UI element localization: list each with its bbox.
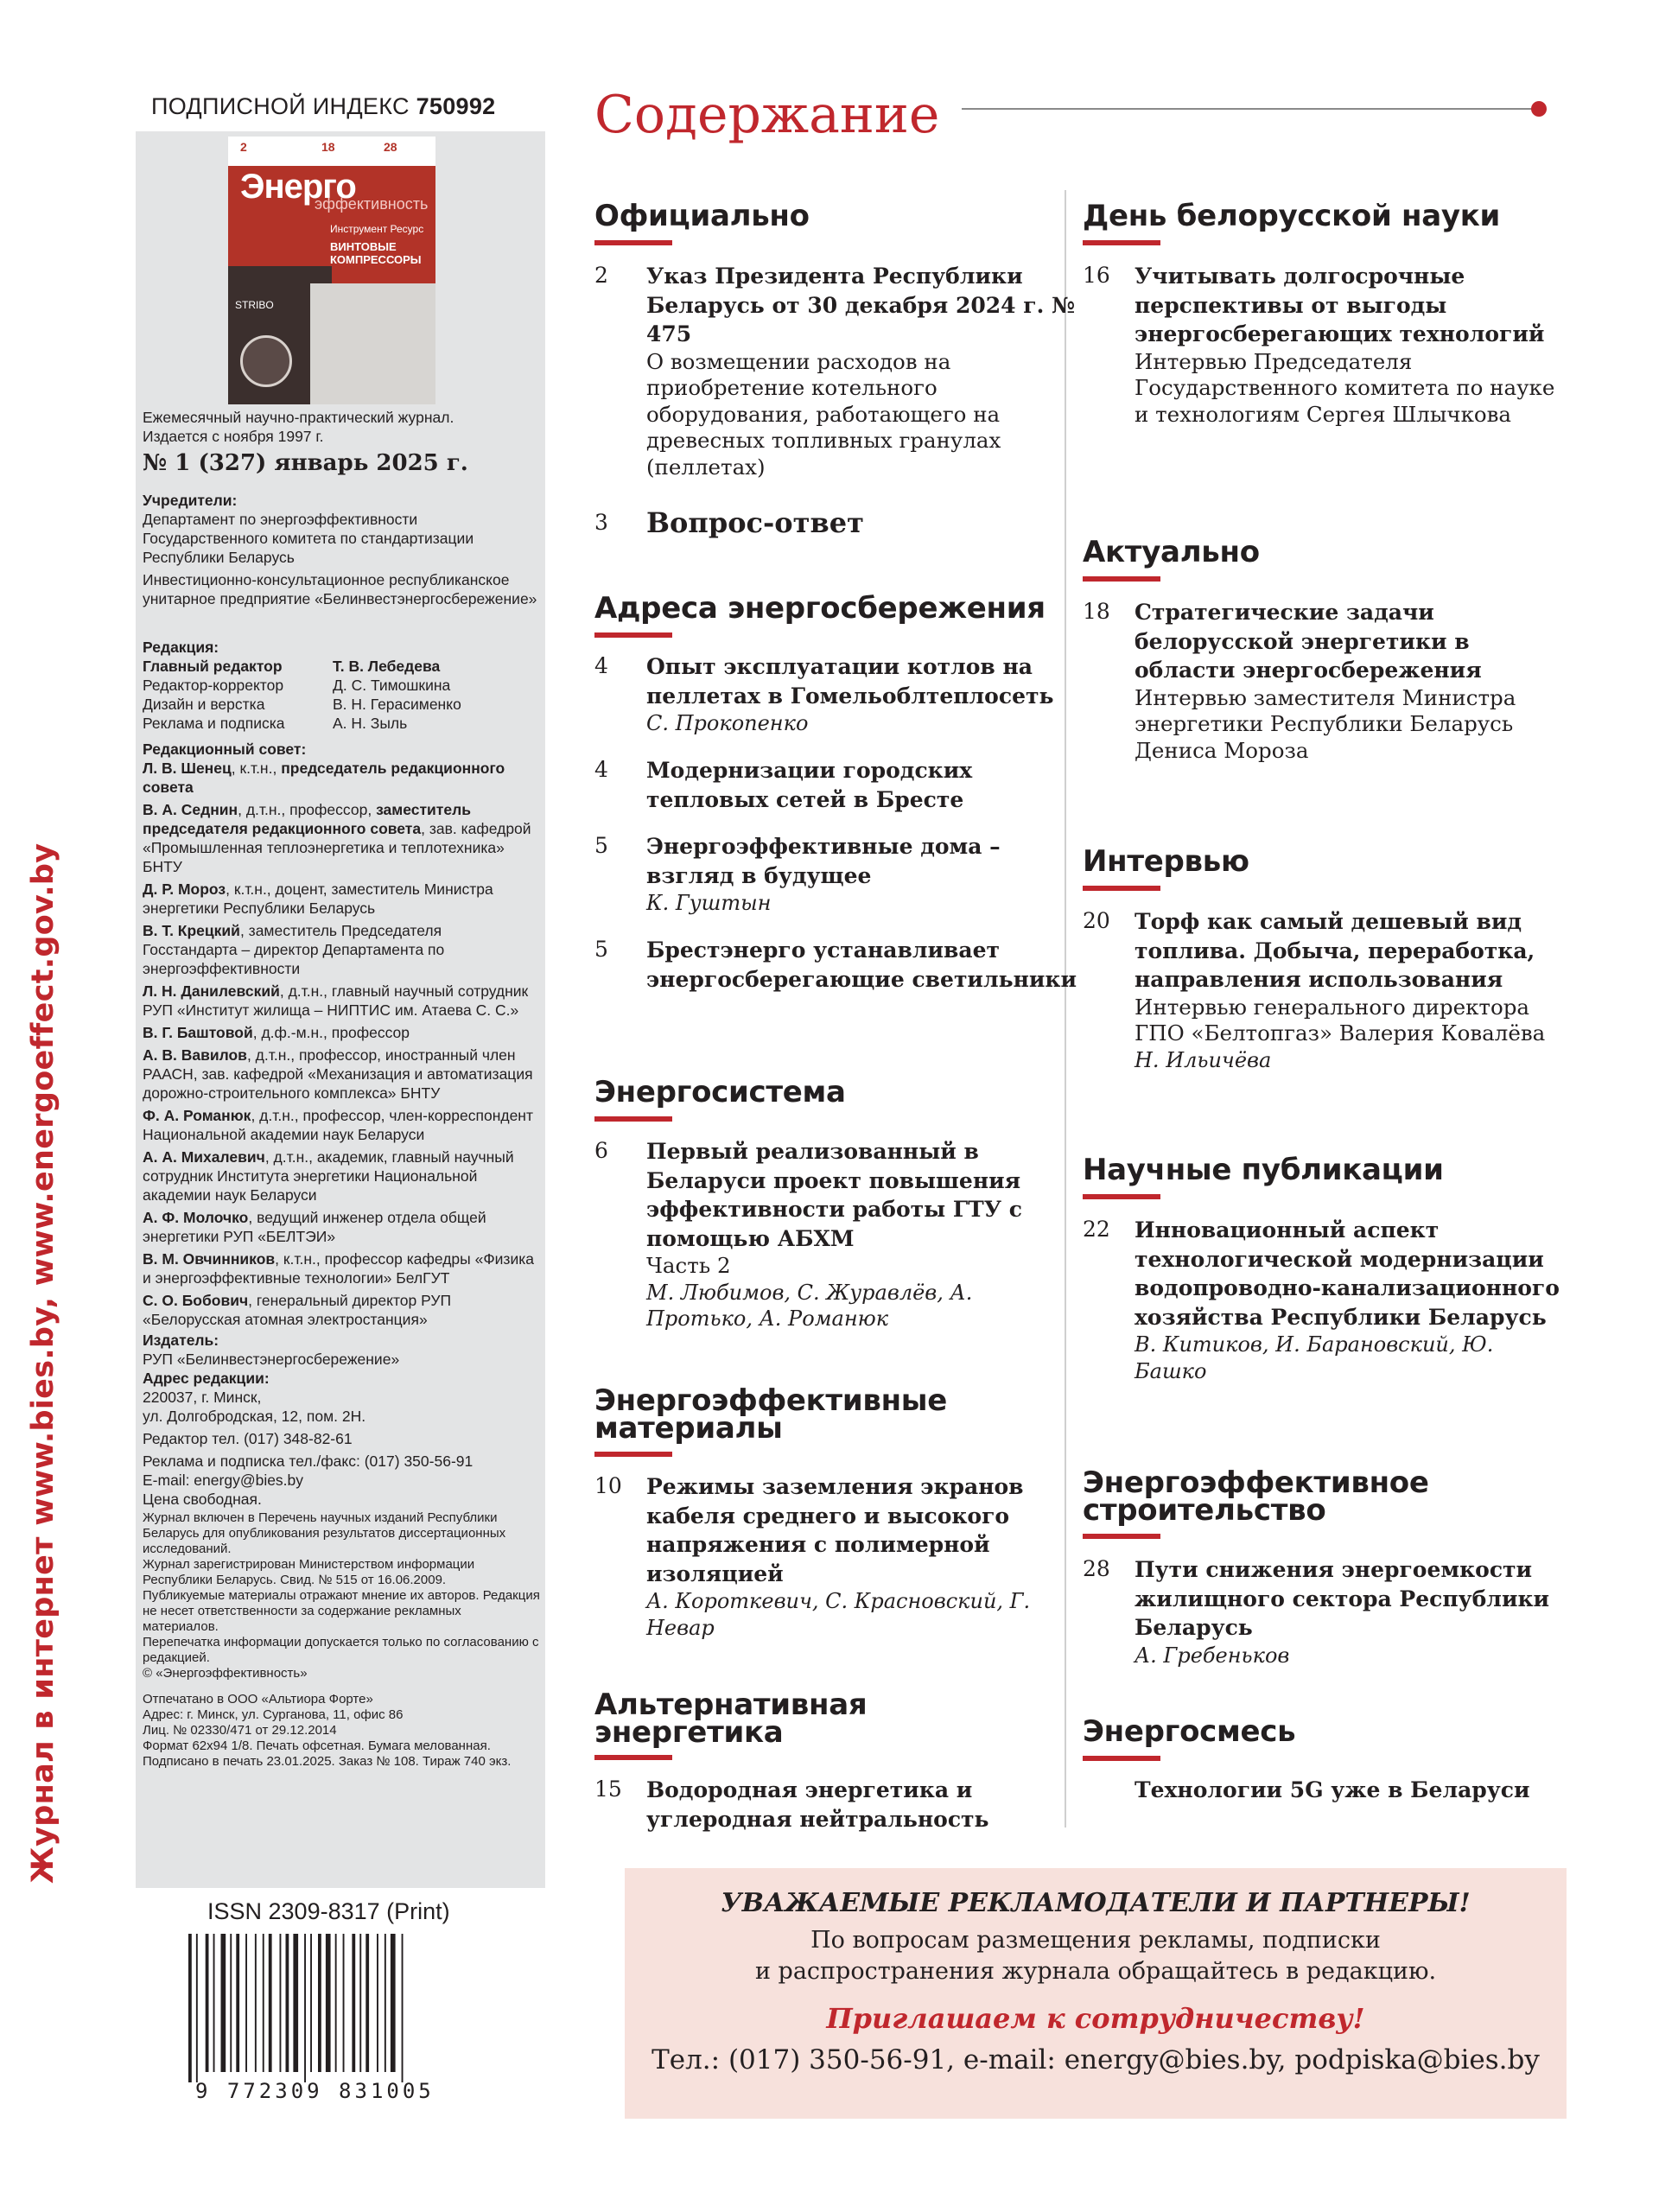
member-text: , д.т.н., академик, главный научный сотрудник Института энергетики Национальной академии наук Беларуси xyxy=(143,1148,514,1204)
entry-title: Указ Президента Республики Беларусь от 30 декабря 2024 г. № 475 xyxy=(646,264,1076,346)
toc-entry[interactable] xyxy=(594,1776,1078,1834)
legal-line: Журнал зарегистрирован Министерством информации Республики Беларусь. Свид. № 515 от 16.06.2009. xyxy=(143,1557,475,1587)
entry-body xyxy=(1135,262,1567,428)
cover-machine-label: STRIBO xyxy=(235,299,274,311)
entry-body xyxy=(646,832,1078,917)
staff-row xyxy=(143,695,540,714)
council-label: Редакционный совет: xyxy=(143,741,307,758)
entry-title: Водородная энергетика и углеродная нейтральность xyxy=(646,1777,989,1832)
member-name: С. О. Бобович xyxy=(143,1292,249,1309)
cover-number: 2 xyxy=(240,140,247,154)
staff-name: Д. С. Тимошкина xyxy=(333,677,451,694)
staff-name: В. Н. Герасименко xyxy=(333,696,461,713)
address-line: ул. Долгобродская, 12, пом. 2Н. xyxy=(143,1408,366,1425)
editor-phone: Редактор тел. (017) 348-82-61 xyxy=(143,1430,353,1447)
section-underline xyxy=(1083,1534,1160,1539)
member-name: А. В. Вавилов xyxy=(143,1046,247,1064)
toc-entry[interactable] xyxy=(1083,907,1567,1073)
barcode-image xyxy=(185,1934,479,2082)
entry-title: Первый реализованный в Беларуси проект повышения эффективности работы ГТУ с помощью АБХМ xyxy=(646,1139,1022,1251)
page-number: 18 xyxy=(1083,599,1110,624)
page-number: 3 xyxy=(594,510,608,535)
council-member xyxy=(143,1249,540,1287)
section-underline xyxy=(594,632,672,638)
cover-top-strip xyxy=(228,137,435,166)
council-member xyxy=(143,800,540,876)
journal-since: Издается с ноября 1997 г. xyxy=(143,428,324,445)
address-label: Адрес редакции: xyxy=(143,1370,270,1387)
editorial-label: Редакция: xyxy=(143,639,219,656)
website-links: Журнал в интернет www.bies.by, www.energoeffect.gov.by xyxy=(26,842,60,1884)
entry-body xyxy=(646,1472,1078,1641)
member-name: Л. Н. Данилевский xyxy=(143,982,280,1000)
founder: Департамент по энергоэффективности Государственного комитета по стандартизации Республики Беларусь xyxy=(143,511,474,566)
entry-description: Интервью заместителя Министра энергетики Республики Беларусь Дениса Мороза xyxy=(1135,684,1516,763)
section-underline xyxy=(1083,1756,1160,1761)
entry-body xyxy=(1135,1216,1567,1384)
entry-title: Модернизации городских тепловых сетей в Бресте xyxy=(646,758,973,812)
entry-body xyxy=(646,756,1078,814)
barcode-digits: 9 772309 831005 xyxy=(195,2079,435,2103)
entry-title: Режимы заземления экранов кабеля среднего и высокого напряжения с полимерной изоляцией xyxy=(646,1474,1024,1586)
member-text: , д.т.н., профессор, член-корреспондент Национальной академии наук Беларуси xyxy=(143,1107,533,1143)
entry-body xyxy=(1135,1776,1567,1805)
member-name: Л. В. Шенец xyxy=(143,760,232,777)
entry-title: Вопрос-ответ xyxy=(646,506,864,539)
member-name: В. А. Седнин xyxy=(143,801,238,818)
journal-desc: Ежемесячный научно-практический журнал. xyxy=(143,409,454,426)
entry-description: Интервью Председателя Государственного комитета по науке и технологиям Сергея Шлычкова xyxy=(1135,348,1555,427)
editorial-council xyxy=(143,740,540,1770)
entry-body xyxy=(1135,907,1567,1073)
editorial-block xyxy=(143,638,540,733)
legal-line: Перепечатка информации допускается только по согласованию с редакцией. xyxy=(143,1635,539,1665)
legal-block xyxy=(143,1510,540,1681)
toc-entry[interactable] xyxy=(1083,1555,1567,1669)
toc-entry[interactable] xyxy=(1083,1776,1567,1805)
section-underline xyxy=(594,1452,672,1457)
entry-body xyxy=(646,506,1078,539)
printing-line: Формат 62х94 1/8. Печать офсетная. Бумага мелованная. xyxy=(143,1738,491,1753)
member-name: Д. Р. Мороз xyxy=(143,880,226,898)
section-underline xyxy=(1083,886,1160,891)
ad-line: и распространения журнала обращайтесь в редакцию. xyxy=(754,1958,1437,1985)
entry-body xyxy=(1135,1555,1567,1669)
staff-role: Главный редактор xyxy=(143,658,283,675)
printing-line: Подписано в печать 23.01.2025. Заказ № 108. Тираж 740 экз. xyxy=(143,1754,512,1769)
printing-line: Адрес: г. Минск, ул. Сурганова, 11, офис 86 xyxy=(143,1707,404,1722)
founders-block xyxy=(143,491,540,608)
section-heading-science-day: День белорусской науки xyxy=(1083,199,1501,233)
member-name: Ф. А. Романюк xyxy=(143,1107,251,1124)
staff-row xyxy=(143,676,540,695)
entry-author: С. Прокопенко xyxy=(646,711,809,735)
entry-title: Стратегические задачи белорусской энергетики в области энергосбережения xyxy=(1135,600,1482,683)
section-heading-actual: Актуально xyxy=(1083,535,1260,569)
section-heading-scientific: Научные публикации xyxy=(1083,1153,1444,1187)
council-member xyxy=(143,1046,540,1103)
council-member xyxy=(143,982,540,1020)
email: E-mail: energy@bies.by xyxy=(143,1471,304,1489)
member-rest: , зав. кафедрой «Промышленная теплоэнергетика и теплотехника» БНТУ xyxy=(143,820,531,875)
cover-logo-icon xyxy=(240,335,292,387)
issue-number: № 1 (327) январь 2025 г. xyxy=(143,450,468,476)
member-role: председатель редакционного совета xyxy=(143,760,505,796)
section-underline xyxy=(594,1116,672,1122)
entry-body xyxy=(646,1776,1078,1834)
section-underline xyxy=(1083,576,1160,582)
member-text: , к.т.н., доцент, заместитель Министра энергетики Республики Беларусь xyxy=(143,880,493,917)
entry-description: Интервью генерального директора ГПО «Белтопгаз» Валерия Ковалёва xyxy=(1135,994,1546,1046)
section-heading-construction: Энергоэффективное строительство xyxy=(1083,1465,1429,1528)
page-number: 28 xyxy=(1083,1556,1110,1581)
toc-entry[interactable] xyxy=(1083,262,1567,428)
title-dot-icon xyxy=(1531,101,1547,117)
member-text: , ведущий инженер отдела общей энергетики РУП «БЕЛТЭИ» xyxy=(143,1209,486,1245)
title-rule xyxy=(962,108,1536,110)
entry-body xyxy=(1135,598,1567,764)
toc-entry[interactable] xyxy=(594,756,1078,814)
page-number: 5 xyxy=(594,833,608,858)
entry-author: К. Гуштын xyxy=(646,891,772,915)
magazine-cover xyxy=(228,137,435,404)
member-text: , генеральный директор РУП «Белорусская атомная электростанция» xyxy=(143,1292,452,1328)
toc-entry[interactable] xyxy=(594,832,1078,917)
staff-row xyxy=(143,714,540,733)
entry-body xyxy=(646,652,1078,737)
staff-role: Редактор-корректор xyxy=(143,677,284,694)
entry-description: Часть 2 xyxy=(646,1253,731,1278)
ad-contacts: Тел.: (017) 350-56-91, e-mail: energy@bies.by, podpiska@bies.by xyxy=(651,2044,1540,2075)
price: Цена свободная. xyxy=(143,1491,262,1508)
subscription-number: 750992 xyxy=(416,93,496,119)
council-member xyxy=(143,1106,540,1144)
council-member xyxy=(143,1147,540,1205)
member-name: В. Г. Баштовой xyxy=(143,1024,253,1041)
member-text: , к.т.н., xyxy=(231,760,282,777)
section-underline xyxy=(1083,1194,1160,1199)
entry-author: М. Любимов, С. Журавлёв, А. Протько, А. Романюк xyxy=(646,1280,973,1331)
printing-line: Отпечатано в ООО «Альтиора Форте» xyxy=(143,1692,373,1707)
legal-line: Публикуемые материалы отражают мнение их авторов. Редакция не несет ответственности за содержание рекламных материалов. xyxy=(143,1588,540,1634)
member-text: , д.т.н., главный научный сотрудник РУП «Институт жилища – НИПТИС им. Атаева С. С.» xyxy=(143,982,529,1019)
staff-name: Т. В. Лебедева xyxy=(333,658,441,675)
council-member xyxy=(143,759,540,797)
page-number: 4 xyxy=(594,757,608,782)
legal-line: Журнал включен в Перечень научных изданий Республики Беларусь для опубликования результатов диссертационных исследований. xyxy=(143,1510,506,1556)
printing-line: Лиц. № 02330/471 от 29.12.2014 xyxy=(143,1723,337,1738)
page-number: 6 xyxy=(594,1138,608,1163)
page-number: 16 xyxy=(1083,263,1110,288)
address-line: 220037, г. Минск, xyxy=(143,1389,262,1406)
legal-line: © «Энергоэффективность» xyxy=(143,1666,308,1681)
section-underline xyxy=(1083,240,1160,245)
staff-role: Дизайн и верстка xyxy=(143,696,265,713)
member-name: А. А. Михалевич xyxy=(143,1148,265,1166)
section-underline xyxy=(594,1755,672,1760)
entry-author: Н. Ильичёва xyxy=(1135,1047,1272,1072)
member-text: , заместитель Председателя Госстандарта – директор Департамента по энергоэффективности xyxy=(143,922,445,977)
journal-description xyxy=(143,408,540,446)
publisher: РУП «Белинвестэнергосбережение» xyxy=(143,1351,400,1368)
toc-entry[interactable] xyxy=(594,936,1078,994)
entry-title: Учитывать долгосрочные перспективы от выгоды энергосберегающих технологий xyxy=(1135,264,1545,346)
cover-number: 28 xyxy=(384,140,397,154)
cover-subtitle: эффективность xyxy=(315,195,429,213)
page-number xyxy=(1083,1776,1135,1805)
entry-title: Пути снижения энергоемкости жилищного сектора Республики Беларусь xyxy=(1135,1557,1550,1640)
entry-title: Опыт эксплуатации котлов на пеллетах в Гомельоблтеплосеть xyxy=(646,654,1054,709)
toc-entry[interactable] xyxy=(594,652,1078,737)
cover-number: 18 xyxy=(321,140,335,154)
staff-name: А. Н. Зыль xyxy=(333,715,408,732)
founders-label: Учредители: xyxy=(143,492,238,509)
toc-entry[interactable] xyxy=(1083,598,1567,764)
council-member xyxy=(143,921,540,978)
toc-entry[interactable] xyxy=(594,1472,1078,1641)
cover-brand: Инструмент Ресурс xyxy=(330,223,424,235)
page-number: 4 xyxy=(594,653,608,678)
page-title: Содержание xyxy=(594,85,940,145)
entry-body xyxy=(646,262,1078,480)
subscription-label: ПОДПИСНОЙ ИНДЕКС xyxy=(151,93,410,119)
member-text: , д.т.н., профессор, xyxy=(238,801,377,818)
entry-title: Торф как самый дешевый вид топлива. Добыча, переработка, направления использования xyxy=(1135,909,1535,992)
section-heading-alternative: Альтернативная энергетика xyxy=(594,1688,868,1750)
section-heading-mix: Энергосмесь xyxy=(1083,1714,1296,1749)
entry-description: О возмещении расходов на приобретение котельного оборудования, работающего на древесных топливных гранулах (пеллетах) xyxy=(646,348,1001,480)
printing-block xyxy=(143,1692,540,1770)
cover-title: Энерго xyxy=(240,168,356,206)
page-number: 5 xyxy=(594,937,608,962)
entry-author: А. Короткевич, С. Красновский, Г. Невар xyxy=(646,1589,1031,1640)
entry-author: В. Китиков, И. Барановский, Ю. Башко xyxy=(1135,1332,1494,1383)
toc-entry[interactable] xyxy=(594,1137,1078,1332)
entry-title: Брестэнерго устанавливает энергосберегающие светильники xyxy=(646,938,1077,992)
publisher-label: Издатель: xyxy=(143,1332,219,1349)
page-number: 22 xyxy=(1083,1217,1110,1242)
staff-role: Реклама и подписка xyxy=(143,715,285,732)
ad-invite: Приглашаем к сотрудничеству! xyxy=(826,2002,1365,2035)
entry-title: Энергоэффективные дома – взгляд в будущее xyxy=(646,834,1001,888)
section-heading-interview: Интервью xyxy=(1083,844,1249,879)
issn: ISSN 2309-8317 (Print) xyxy=(207,1898,450,1924)
council-member xyxy=(143,1208,540,1246)
founder: Инвестиционно-консультационное республиканское унитарное предприятие «Белинвестэнергосбережение» xyxy=(143,571,537,607)
page-number: 10 xyxy=(594,1473,622,1498)
ad-headline: УВАЖАЕМЫЕ РЕКЛАМОДАТЕЛИ И ПАРТНЕРЫ! xyxy=(721,1888,1471,1918)
member-text: , к.т.н., профессор кафедры «Физика и энергоэффективные технологии» БелГУТ xyxy=(143,1250,534,1287)
toc-entry[interactable] xyxy=(594,506,1078,539)
council-member xyxy=(143,880,540,918)
section-heading-addresses: Адреса энергосбережения xyxy=(594,591,1046,626)
ad-line: По вопросам размещения рекламы, подписки xyxy=(810,1927,1381,1954)
page-number: 20 xyxy=(1083,908,1110,933)
entry-title: Инновационный аспект технологической модернизации водопроводно-канализационного хозяйства Республики Беларусь xyxy=(1135,1217,1560,1330)
staff-row xyxy=(143,657,540,676)
page-number: 15 xyxy=(594,1777,622,1802)
council-member xyxy=(143,1023,540,1042)
entry-author: А. Гребеньков xyxy=(1135,1643,1290,1668)
toc-entry[interactable] xyxy=(594,262,1078,480)
member-name: В. М. Овчинников xyxy=(143,1250,276,1268)
cover-heading: ВИНТОВЫЕ КОМПРЕССОРЫ xyxy=(330,240,422,266)
page-number: 2 xyxy=(594,263,608,288)
member-name: В. Т. Крецкий xyxy=(143,922,240,939)
toc-entry[interactable] xyxy=(1083,1216,1567,1384)
council-member xyxy=(143,1291,540,1329)
subscription-index xyxy=(151,93,495,120)
member-role: заместитель председателя редакционного совета xyxy=(143,801,471,837)
section-underline xyxy=(594,240,672,245)
section-heading-official: Официально xyxy=(594,199,810,233)
entry-body xyxy=(646,1137,1078,1332)
entry-body xyxy=(646,936,1078,994)
entry-title: Технологии 5G уже в Беларуси xyxy=(1135,1777,1530,1802)
member-name: А. Ф. Молочко xyxy=(143,1209,249,1226)
advertising-box xyxy=(625,1868,1567,2119)
ads-phone: Реклама и подписка тел./факс: (017) 350-56-91 xyxy=(143,1452,474,1470)
section-heading-materials: Энергоэффективные материалы xyxy=(594,1383,947,1446)
section-heading-energysystem: Энергосистема xyxy=(594,1075,846,1109)
member-text: , д.ф.-м.н., профессор xyxy=(252,1024,410,1041)
member-text: , д.т.н., профессор, иностранный член РААСН, зав. кафедрой «Механизация и автоматизация дорожно-строительного комплекса» БНТУ xyxy=(143,1046,533,1102)
cover-compressor-image xyxy=(310,283,435,404)
